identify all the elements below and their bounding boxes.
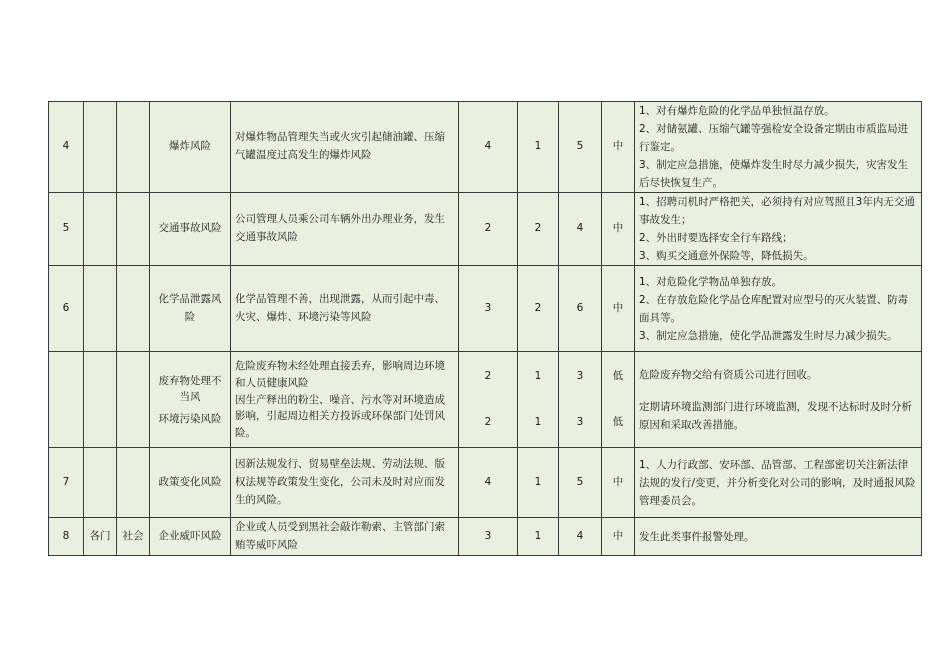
row-number: 4 <box>49 102 84 193</box>
score-pollution: 3 <box>576 415 584 428</box>
risk-description-waste: 危险废弃物未经处理直接丢弃，影响周边环境和人员健康风险 <box>235 359 445 389</box>
risk-description: 企业或人员受到黑社会敲诈勒索、主管部门索贿等威吓风险 <box>231 518 459 556</box>
category-cell <box>117 266 150 352</box>
category-cell: 社会 <box>117 518 150 556</box>
likelihood-value: 3 <box>459 518 518 556</box>
row-number: 6 <box>49 266 84 352</box>
measure-item: 1、对有爆炸危险的化学品单独恒温存放。 <box>639 105 835 117</box>
severity-value: 2 <box>518 266 559 352</box>
department-cell <box>84 193 117 266</box>
risk-name: 政策变化风险 <box>150 448 231 518</box>
likelihood-pollution: 2 <box>484 415 492 428</box>
category-cell <box>117 352 150 448</box>
table-row <box>49 448 922 518</box>
risk-name <box>150 352 231 448</box>
risk-score: 4 <box>559 518 602 556</box>
risk-level: 中 <box>602 193 635 266</box>
severity-pollution: 1 <box>534 415 542 428</box>
risk-score: 4 <box>559 193 602 266</box>
risk-level: 中 <box>602 518 635 556</box>
department-cell <box>84 352 117 448</box>
risk-description: 公司管理人员乘公司车辆外出办理业务，发生交通事故风险 <box>231 193 459 266</box>
risk-assessment-table <box>48 101 922 556</box>
row-number: 5 <box>49 193 84 266</box>
measure-item: 3、购买交通意外保险等，降低损失。 <box>639 250 814 263</box>
department-cell <box>84 448 117 518</box>
risk-name: 企业威吓风险 <box>150 518 231 556</box>
table-row <box>49 266 922 352</box>
control-measures <box>635 518 922 556</box>
risk-name: 化学品泄露风险 <box>150 266 231 352</box>
row-number: 8 <box>49 518 84 556</box>
measure-item: 1、人力行政部、安环部、品管部、工程部密切关注新法律法规的发行/变更，并分析变化对公司的影响，及时通报风险管理委员会。 <box>639 458 916 507</box>
risk-score: 6 <box>559 266 602 352</box>
measure-item: 3、制定应急措施，使化学品泄露发生时尽力减少损失。 <box>639 329 898 342</box>
table-row <box>49 518 922 556</box>
severity-value: 1 <box>518 518 559 556</box>
likelihood-value <box>459 352 518 448</box>
category-cell <box>117 193 150 266</box>
measure-item: 2、在存放危险化学品仓库配置对应型号的灭火装置、防毒面具等。 <box>639 293 909 324</box>
risk-name: 交通事故风险 <box>150 193 231 266</box>
category-cell <box>117 448 150 518</box>
table-row <box>49 352 922 448</box>
risk-name-waste: 废弃物处理不当风 <box>158 374 222 403</box>
category-cell <box>117 102 150 193</box>
likelihood-value: 4 <box>459 448 518 518</box>
row-number <box>49 352 84 448</box>
measure-item: 3、制定应急措施，使爆炸发生时尽力减少损失，灾害发生后尽快恢复生产。 <box>639 159 909 190</box>
severity-waste: 1 <box>534 370 542 383</box>
risk-description-pollution: 因生产释出的粉尘、噪音、污水等对环境造成影响，引起周边相关方投诉或环保部门处罚风险。 <box>235 393 445 440</box>
risk-level <box>602 352 635 448</box>
risk-name-pollution: 环境污染风险 <box>158 413 222 426</box>
level-waste: 低 <box>612 370 624 383</box>
likelihood-value: 4 <box>459 102 518 193</box>
table-row <box>49 193 922 266</box>
risk-level: 中 <box>602 266 635 352</box>
row-number: 7 <box>49 448 84 518</box>
measure-item: 定期请环境监测部门进行环境监测，发现不达标时及时分析原因和采取改善措施。 <box>639 400 912 431</box>
severity-value: 1 <box>518 448 559 518</box>
measure-item: 1、招聘司机时严格把关，必须持有对应驾照且3年内无交通事故发生； <box>639 196 915 227</box>
risk-level: 中 <box>602 102 635 193</box>
control-measures <box>635 193 922 266</box>
measure-item: 危险废弃物交给有资质公司进行回收。 <box>639 368 818 381</box>
risk-level: 中 <box>602 448 635 518</box>
measure-item: 2、外出时要选择安全行车路线； <box>639 232 793 245</box>
department-cell <box>84 102 117 193</box>
table-row <box>49 102 922 193</box>
department-cell: 各门 <box>84 518 117 556</box>
severity-value <box>518 352 559 448</box>
control-measures <box>635 448 922 518</box>
risk-description: 化学品管理不善，出现泄露，从而引起中毒、火灾、爆炸、环境污染等风险 <box>231 266 459 352</box>
likelihood-value: 3 <box>459 266 518 352</box>
department-cell <box>84 266 117 352</box>
risk-description: 因新法规发行、贸易壁垒法规、劳动法规、版权法规等政策发生变化，公司未及时对应而发生的风险。 <box>231 448 459 518</box>
risk-score: 5 <box>559 102 602 193</box>
risk-score <box>559 352 602 448</box>
likelihood-value: 2 <box>459 193 518 266</box>
control-measures <box>635 266 922 352</box>
likelihood-waste: 2 <box>484 370 492 383</box>
measure-item: 2、对储氨罐、压缩气罐等强检安全设备定期由市质监局进行鉴定。 <box>639 123 909 154</box>
severity-value: 1 <box>518 102 559 193</box>
score-waste: 3 <box>576 370 584 383</box>
risk-name: 爆炸风险 <box>150 102 231 193</box>
measure-item: 1、对危险化学物品单独存放。 <box>639 275 783 288</box>
severity-value: 2 <box>518 193 559 266</box>
risk-description: 对爆炸物品管理失当或火灾引起储油罐、压缩气罐温度过高发生的爆炸风险 <box>231 102 459 193</box>
control-measures <box>635 352 922 448</box>
measure-item: 发生此类事件报警处理。 <box>639 530 755 543</box>
control-measures <box>635 102 922 193</box>
risk-score: 5 <box>559 448 602 518</box>
risk-description <box>231 352 459 448</box>
level-pollution: 低 <box>612 415 624 428</box>
